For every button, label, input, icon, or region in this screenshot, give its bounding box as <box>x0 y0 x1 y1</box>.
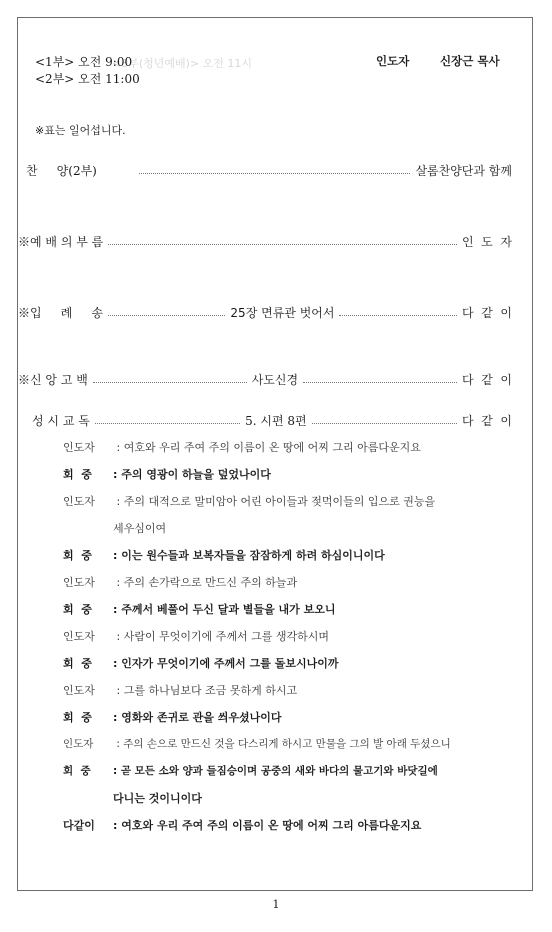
order-leader: 다 같 이 <box>461 305 513 320</box>
reading-line: 인도자 : 주의 손으로 만드신 것을 다스리게 하시고 만물을 그의 발 아래 두셨으니 <box>63 738 451 750</box>
leader-dots <box>312 422 457 424</box>
faded-service-time: <3부(청년예배)> 오전 11시 <box>112 57 253 70</box>
reading-line: 회 중 : 인자가 무엇이기에 주께서 그를 돌보시나이까 <box>63 657 339 670</box>
service-time-2: <2부> 오전 11:00 <box>35 72 140 86</box>
reading-speaker: 회 중 <box>63 549 92 562</box>
reading-speaker: 인도자 <box>63 441 95 454</box>
reading-line-continuation <box>113 520 166 536</box>
reading-line: 회 중 : 곧 모든 소와 양과 들짐승이며 공중의 새와 바다의 물고기와 바닷길에 <box>63 765 438 777</box>
order-leader: 인 도 자 <box>461 234 512 249</box>
reading-line: 회 중 : 주의 영광이 하늘을 덮었나이다 <box>63 468 271 481</box>
reading-text: 세우심이여 <box>113 522 167 535</box>
reading-text: 곧 모든 소와 양과 들짐승이며 공중의 새와 바다의 물고기와 바닷길에 <box>120 765 438 777</box>
reading-text: 이는 원수들과 보복자들을 잠잠하게 하려 하심이니이다 <box>121 549 385 562</box>
reading-line: 인도자 : 그를 하나님보다 조금 못하게 하시고 <box>63 684 298 697</box>
order-middle: 5. 시편 8편 <box>245 413 307 428</box>
leader-dots <box>95 422 240 424</box>
order-leader: 다 같 이 <box>461 413 513 428</box>
reading-line: 회 중 : 이는 원수들과 보복자들을 잠잠하게 하려 하심이니이다 <box>63 549 385 562</box>
reading-line: 인도자 : 주의 손가락으로 만드신 주의 하늘과 <box>63 576 298 589</box>
order-title: ※입 례 송 <box>18 305 103 320</box>
leader-dots <box>339 314 457 316</box>
reading-speaker: 인도자 <box>63 738 94 750</box>
reading-line: 인도자 : 여호와 우리 주여 주의 이름이 온 땅에 어찌 그리 아름다운지요 <box>63 441 421 454</box>
service-time-1: <1부> 오전 9:00 <box>35 55 133 69</box>
leader-dots <box>303 381 457 383</box>
reading-speaker: 인도자 <box>63 495 95 508</box>
reading-line-continuation <box>113 790 202 806</box>
reading-text: 그를 하나님보다 조금 못하게 하시고 <box>123 684 298 697</box>
order-item-responsive-reading <box>32 410 512 430</box>
reading-speaker: 회 중 <box>63 603 92 616</box>
reading-speaker: 회 중 <box>63 657 92 670</box>
reading-text: 여호와 우리 주여 주의 이름이 온 땅에 어찌 그리 아름다운지요 <box>123 441 421 454</box>
leader-dots <box>108 243 457 245</box>
reading-speaker: 인도자 <box>63 630 95 643</box>
reading-text: 주의 손으로 만드신 것을 다스리게 하시고 만물을 그의 발 아래 두셨으니 <box>123 738 451 750</box>
reading-text: 주의 손가락으로 만드신 주의 하늘과 <box>123 576 298 589</box>
reading-speaker: 회 중 <box>63 468 92 481</box>
reading-line: 다같이 : 여호와 우리 주여 주의 이름이 온 땅에 어찌 그리 아름다운지요 <box>63 819 422 832</box>
reading-text: 인자가 무엇이기에 주께서 그를 돌보시나이까 <box>121 657 339 670</box>
order-leader: 살롬찬양단과 함께 <box>415 163 512 178</box>
reading-speaker: 다같이 <box>63 819 95 832</box>
order-middle: 사도신경 <box>251 372 299 387</box>
standing-note: ※표는 일어섭니다. <box>35 124 126 137</box>
reading-speaker: 회 중 <box>63 711 92 724</box>
leader-dots <box>139 172 410 174</box>
order-item-call-to-worship <box>18 231 512 251</box>
reading-speaker: 회 중 <box>63 765 91 777</box>
reading-text: 주께서 베풀어 두신 달과 별들을 내가 보오니 <box>121 603 336 616</box>
leader-label: 인도자 <box>376 54 410 68</box>
leader-name: 신장근 목사 <box>440 54 500 68</box>
reading-line: 회 중 : 영화와 존귀로 관을 씌우셨나이다 <box>63 711 282 724</box>
order-item-processional-hymn <box>18 302 512 322</box>
order-title: 성 시 교 독 <box>32 413 90 428</box>
order-item-creed <box>18 369 512 389</box>
reading-line: 인도자 : 사람이 무엇이기에 주께서 그를 생각하시며 <box>63 630 329 643</box>
leader-dots <box>108 314 226 316</box>
reading-text: 주의 영광이 하늘을 덮었나이다 <box>121 468 271 481</box>
reading-line: 인도자 : 주의 대적으로 말미암아 어린 아이들과 젖먹이들의 입으로 권능을 <box>63 495 436 508</box>
reading-text: 다니는 것이니이다 <box>113 792 202 805</box>
order-title: ※신 앙 고 백 <box>18 372 88 387</box>
order-leader: 다 같 이 <box>461 372 513 387</box>
reading-text: 사람이 무엇이기에 주께서 그를 생각하시며 <box>123 630 329 643</box>
reading-speaker: 인도자 <box>63 684 95 697</box>
page-number: 1 <box>272 898 280 911</box>
reading-line: 회 중 : 주께서 베풀어 두신 달과 별들을 내가 보오니 <box>63 603 336 616</box>
reading-text: 주의 대적으로 말미암아 어린 아이들과 젖먹이들의 입으로 권능을 <box>123 495 436 508</box>
reading-text: 영화와 존귀로 관을 씌우셨나이다 <box>121 711 282 724</box>
leader-dots <box>93 381 247 383</box>
reading-text: 여호와 우리 주여 주의 이름이 온 땅에 어찌 그리 아름다운지요 <box>121 819 422 832</box>
order-middle: 25장 면류관 벗어서 <box>230 305 335 320</box>
reading-speaker: 인도자 <box>63 576 95 589</box>
order-item-praise <box>26 160 512 180</box>
order-title: 찬 양(2부) <box>26 163 97 178</box>
order-title: ※예 배 의 부 름 <box>18 234 104 249</box>
